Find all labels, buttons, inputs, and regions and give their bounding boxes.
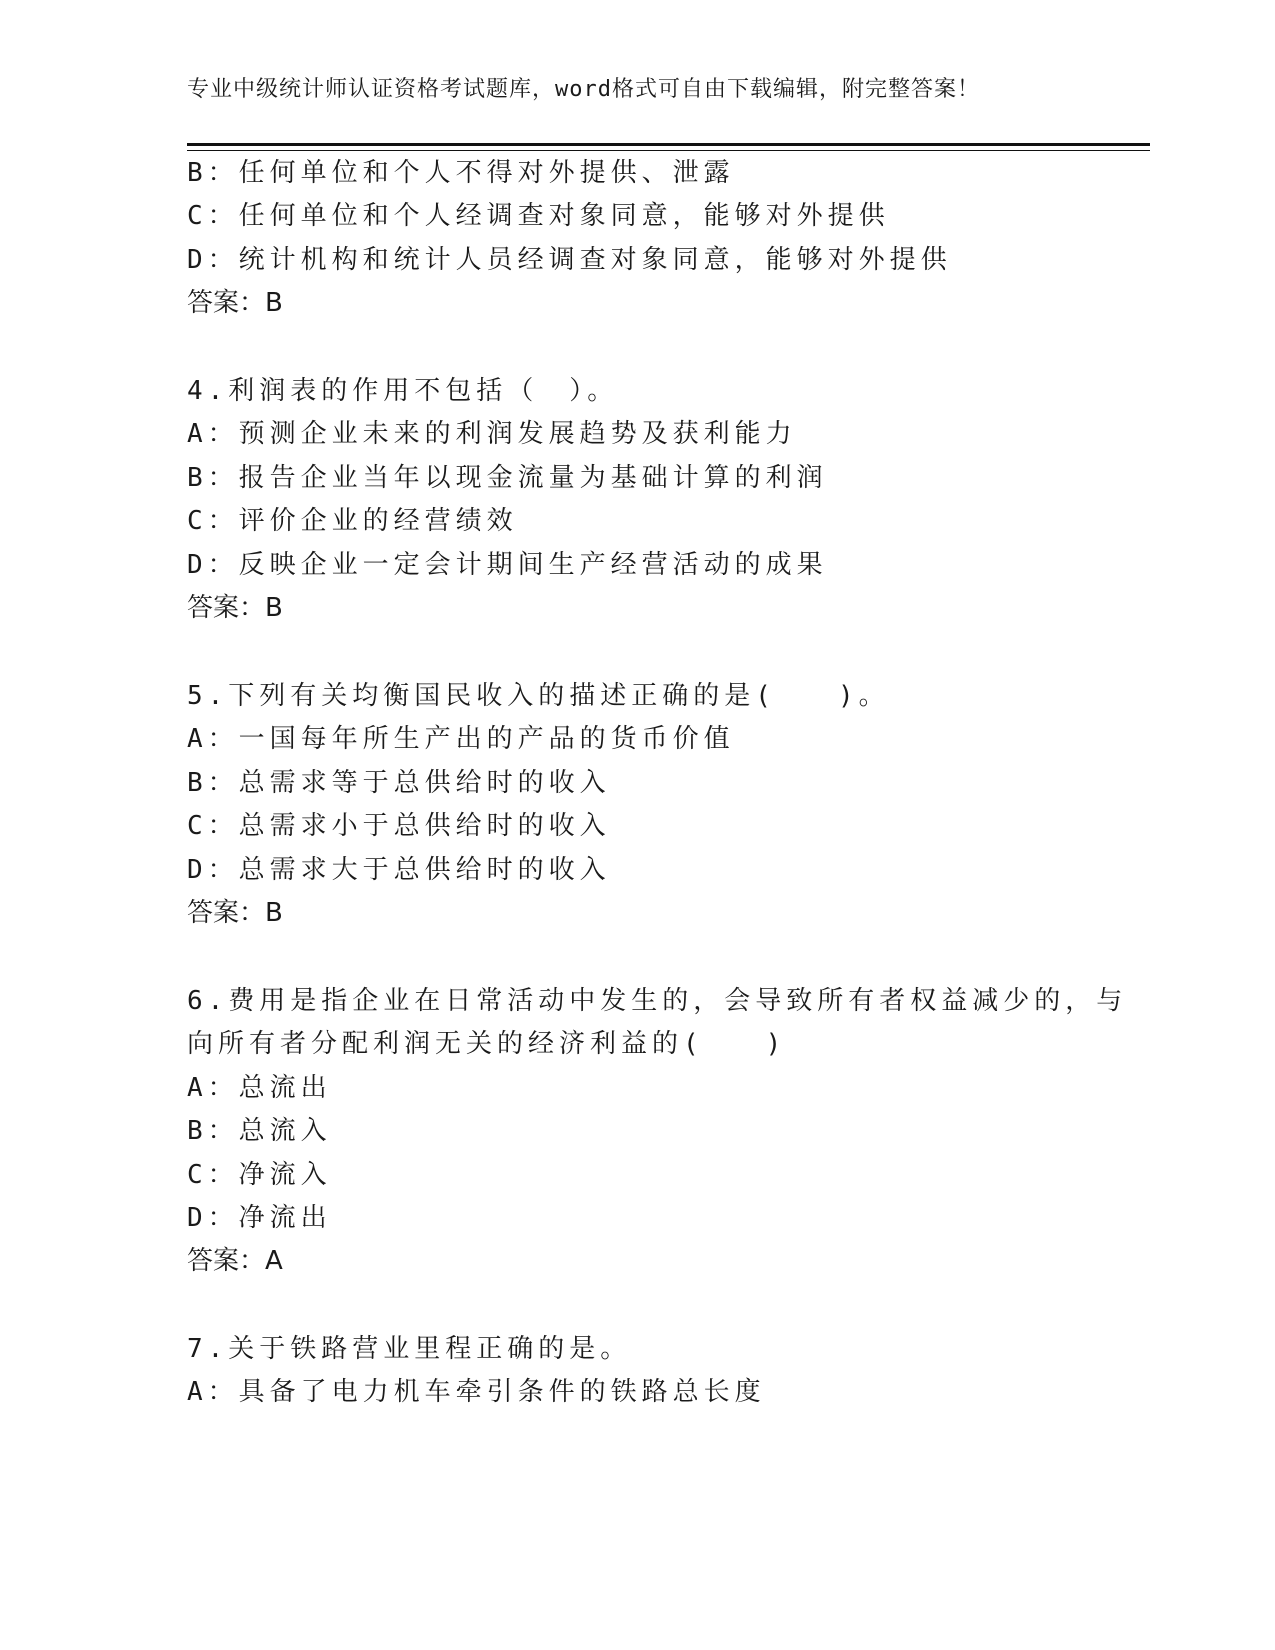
q7-option-a: A：具备了电力机车牵引条件的铁路总长度 [187, 1377, 766, 1407]
q3-option-b: B：任何单位和个人不得对外提供、泄露 [187, 158, 735, 188]
q5-answer: 答案：B [187, 898, 283, 928]
q4-option-d: D：反映企业一定会计期间生产经营活动的成果 [187, 550, 828, 580]
q4-option-b: B：报告企业当年以现金流量为基础计算的利润 [187, 463, 828, 493]
q3-option-c: C：任何单位和个人经调查对象同意，能够对外提供 [187, 201, 890, 231]
q6-stem-line2: 向所有者分配利润无关的经济利益的( ) [187, 1029, 787, 1059]
q6-option-c: C：净流入 [187, 1160, 332, 1190]
q5-option-d: D：总需求大于总供给时的收入 [187, 855, 611, 885]
q4-option-a: A：预测企业未来的利润发展趋势及获利能力 [187, 419, 797, 449]
q3-answer: 答案：B [187, 288, 283, 318]
q6-option-a: A：总流出 [187, 1073, 332, 1103]
header-rule-thick [187, 143, 1150, 146]
q4-stem: 4.利润表的作用不包括（ ）。 [187, 376, 619, 406]
q6-option-d: D：净流出 [187, 1203, 332, 1233]
q5-option-a: A：一国每年所生产出的产品的货币价值 [187, 724, 735, 754]
q5-stem: 5.下列有关均衡国民收入的描述正确的是( )。 [187, 681, 890, 711]
q6-answer: 答案：A [187, 1246, 283, 1276]
q4-option-c: C：评价企业的经营绩效 [187, 506, 518, 536]
q6-option-b: B：总流入 [187, 1116, 332, 1146]
q7-stem: 7.关于铁路营业里程正确的是。 [187, 1334, 632, 1364]
q5-option-c: C：总需求小于总供给时的收入 [187, 811, 611, 841]
q5-option-b: B：总需求等于总供给时的收入 [187, 768, 611, 798]
q4-answer: 答案：B [187, 593, 283, 623]
q6-stem-line1: 6.费用是指企业在日常活动中发生的，会导致所有者权益减少的，与 [187, 986, 1128, 1016]
header-rule-thin [187, 150, 1150, 151]
q3-option-d: D：统计机构和统计人员经调查对象同意，能够对外提供 [187, 245, 952, 275]
page-header: 专业中级统计师认证资格考试题库，word格式可自由下载编辑，附完整答案！ [187, 77, 980, 102]
